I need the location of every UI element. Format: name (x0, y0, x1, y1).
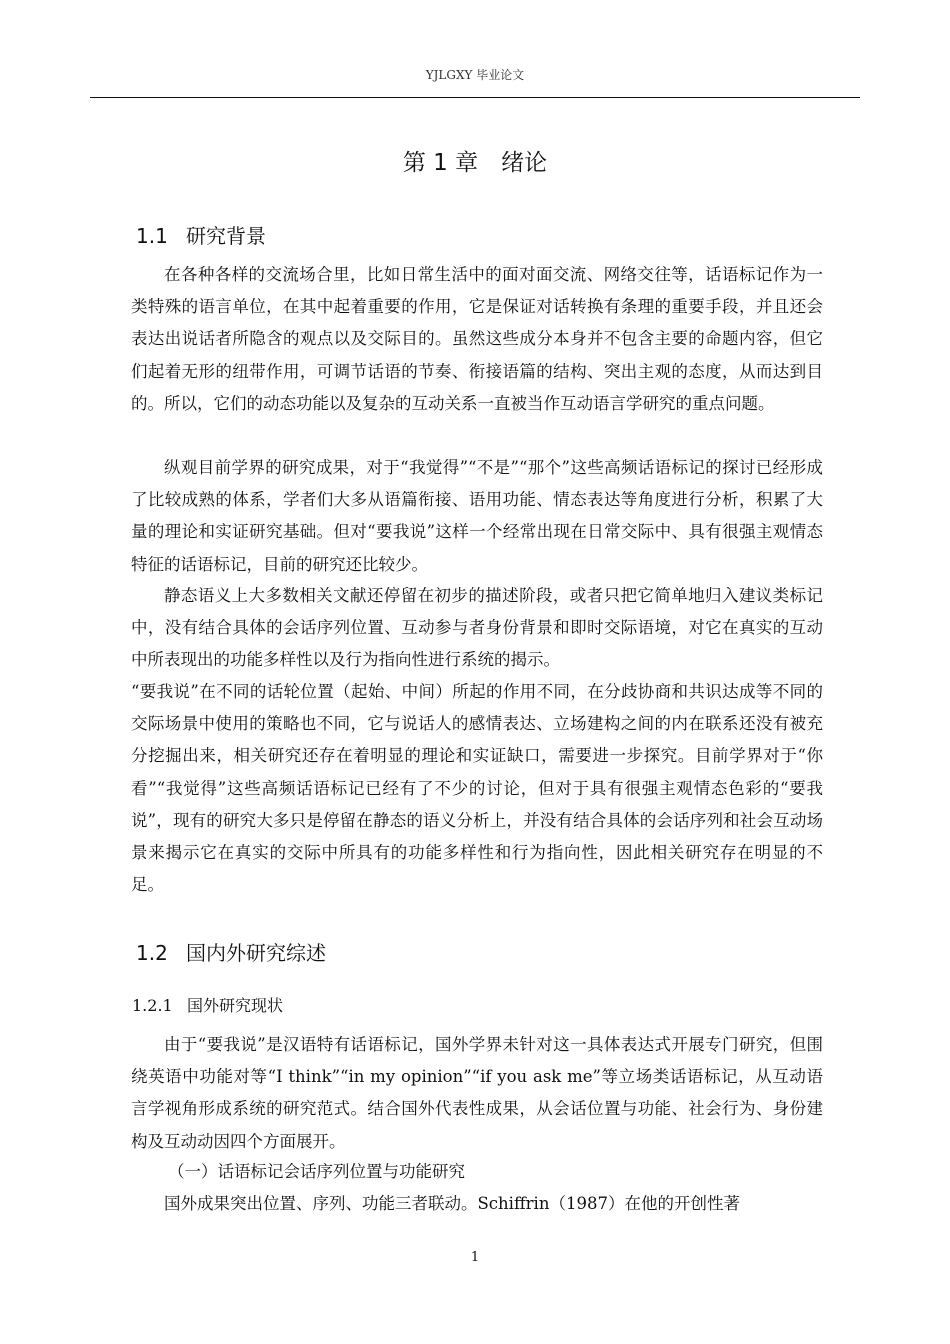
subsection-title: 国外研究现状 (187, 996, 284, 1015)
subsection-number: 1.2.1 (132, 996, 173, 1015)
section-number: 1.2 (136, 941, 168, 965)
page-number: 1 (470, 1250, 480, 1265)
chapter-title: 第 1 章 绪论 (402, 150, 548, 176)
paragraph-background-3: 静态语义上大多数相关文献还停留在初步的描述阶段，或者只把它简单地归入建议类标记中，没有结合具体的会话序列位置、互动参与者身份背景和即时交际语境，对它在真实的互动中所表现出的功能多样性以及行为指向性进行系统的揭示。 (131, 586, 823, 670)
paragraph-background-4: “要我说”在不同的话轮位置（起始、中间）所起的作用不同，在分歧协商和共识达成等不同的交际场景中使用的策略也不同，它与说话人的感情表达、立场建构之间的内在联系还没有被充分挖掘出来，相关研究还存在着明显的理论和实证缺口，需要进一步探究。目前学界对于“你看”“我觉得”这些高频话语标记已经有了不少的讨论，但对于具有很强主观情态色彩的“要我说”，现有的研究大多只是停留在静态的语义分析上，并没有结合具体的会话序列和社会互动场景来揭示它在真实的交际中所具有的功能多样性和行为指向性，因此相关研究存在明显的不足。 (131, 682, 823, 895)
section-number: 1.1 (136, 224, 168, 248)
section-title: 国内外研究综述 (186, 941, 326, 965)
subsection-1-2-1-heading (132, 993, 283, 1016)
running-header: YJLGXY 毕业论文 (425, 68, 525, 82)
paragraph-position-function: 国外成果突出位置、序列、功能三者联动。Schiffrin（1987）在他的开创性著 (164, 1194, 740, 1213)
section-1-2-heading (136, 937, 326, 966)
paragraph-foreign-research: 由于“要我说”是汉语特有话语标记，国外学界未针对这一具体表达式开展专门研究，但围绕英语中功能对等“I think”“in my opinion”“if you ask me”等立场类话语标记，从互动语言学视角形成系统的研究范式。结合国外代表性成果，从会话位置与功能、社会行为、身份建构及互动动因四个方面展开。 (131, 1035, 823, 1151)
header-rule (90, 97, 860, 98)
paragraph-background-1: 在各种各样的交流场合里，比如日常生活中的面对面交流、网络交往等，话语标记作为一类特殊的语言单位，在其中起着重要的作用，它是保证对话转换有条理的重要手段，并且还会表达出说话者所隐含的观点以及交际目的。虽然这些成分本身并不包含主要的命题内容，但它们起着无形的纽带作用，可调节话语的节奏、衔接语篇的结构、突出主观的态度，从而达到目的。所以，它们的动态功能以及复杂的互动关系一直被当作互动语言学研究的重点问题。 (131, 265, 823, 413)
item-heading: （一）话语标记会话序列位置与功能研究 (168, 1162, 465, 1181)
section-1-1-heading (136, 220, 266, 249)
paragraph-background-2: 纵观目前学界的研究成果，对于“我觉得”“不是”“那个”这些高频话语标记的探讨已经形成了比较成熟的体系，学者们大多从语篇衔接、语用功能、情态表达等角度进行分析，积累了大量的理论和实证研究基础。但对“要我说”这样一个经常出现在日常交际中、具有很强主观情态特征的话语标记，目前的研究还比较少。 (131, 458, 823, 574)
section-title: 研究背景 (186, 224, 266, 248)
